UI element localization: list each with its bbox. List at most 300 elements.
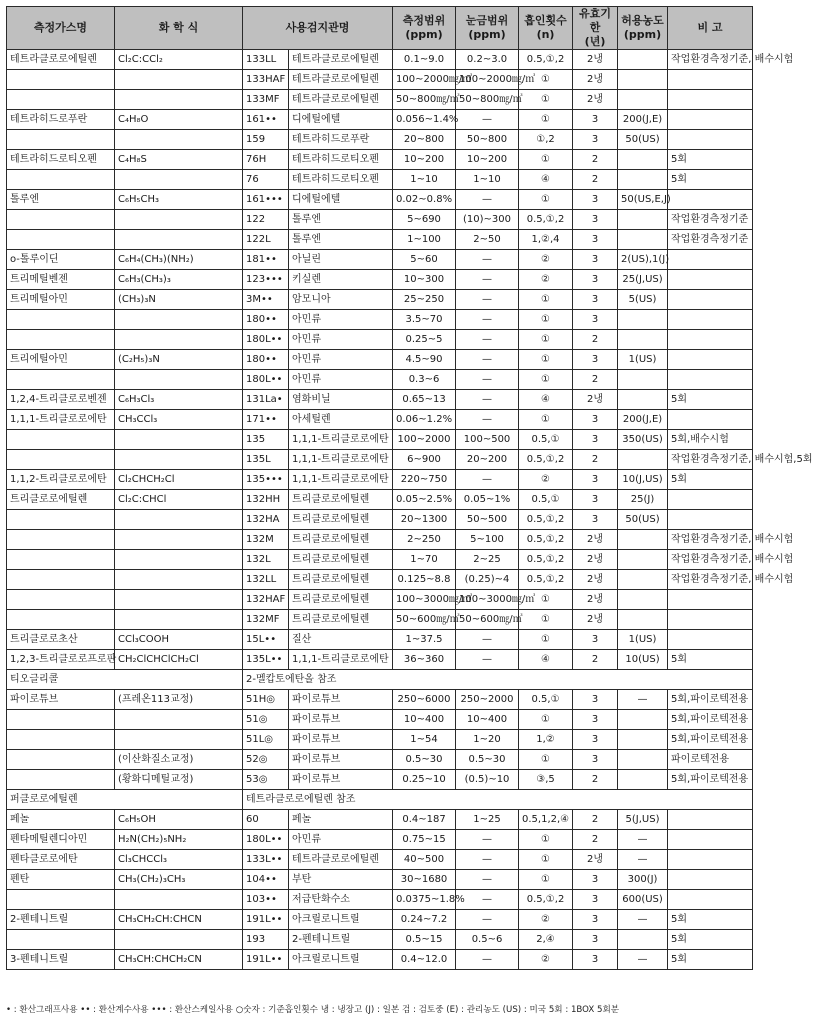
tube-code-cell: 135••• bbox=[243, 470, 289, 490]
measure-range-cell: 1~10 bbox=[393, 170, 456, 190]
gas-name-cell bbox=[7, 170, 115, 190]
expiry-cell: 2냉 bbox=[573, 850, 618, 870]
tlv-cell: 50(US,E,J) bbox=[618, 190, 668, 210]
tube-code-cell: 159 bbox=[243, 130, 289, 150]
expiry-cell: 3 bbox=[573, 730, 618, 750]
expiry-cell: 2 bbox=[573, 830, 618, 850]
formula-cell: CH₃CH:CHCH₂CN bbox=[115, 950, 243, 970]
table-row bbox=[7, 270, 753, 290]
formula-cell: (이산화질소교정) bbox=[115, 750, 243, 770]
pump-count-cell: ① bbox=[519, 630, 573, 650]
tlv-cell bbox=[618, 70, 668, 90]
measure-range-cell: 5~690 bbox=[393, 210, 456, 230]
formula-cell: Cl₃CHCCl₃ bbox=[115, 850, 243, 870]
gas-name-cell: 펜탄 bbox=[7, 870, 115, 890]
tube-name-cell: 2-펜테니트릴 bbox=[289, 930, 393, 950]
tube-name-cell: 테트라클로로에틸렌 bbox=[289, 70, 393, 90]
gas-name-cell bbox=[7, 70, 115, 90]
tube-name-cell: 파이로튜브 bbox=[289, 710, 393, 730]
table-row bbox=[7, 450, 753, 470]
tlv-cell: 5(US) bbox=[618, 290, 668, 310]
gas-name-cell: 테트라히드로티오펜 bbox=[7, 150, 115, 170]
pump-count-cell: 0.5,1,2,④ bbox=[519, 810, 573, 830]
tlv-cell: 10(US) bbox=[618, 650, 668, 670]
pump-count-cell: ② bbox=[519, 470, 573, 490]
expiry-cell: 3 bbox=[573, 250, 618, 270]
gas-name-cell: 2-펜테니트릴 bbox=[7, 910, 115, 930]
tube-code-cell: 53◎ bbox=[243, 770, 289, 790]
notes-cell: 5회 bbox=[668, 930, 753, 950]
notes-cell bbox=[668, 90, 753, 110]
measure-range-cell: 10~300 bbox=[393, 270, 456, 290]
pump-count-cell: ① bbox=[519, 710, 573, 730]
tube-code-cell: 104•• bbox=[243, 870, 289, 890]
table-row bbox=[7, 570, 753, 590]
tube-name-cell: 아세틸렌 bbox=[289, 410, 393, 430]
scale-range-cell: 100~3000㎎/㎥ bbox=[456, 590, 519, 610]
pump-count-cell: ① bbox=[519, 350, 573, 370]
formula-cell bbox=[115, 530, 243, 550]
scale-range-cell: — bbox=[456, 330, 519, 350]
pump-count-cell: ① bbox=[519, 830, 573, 850]
table-row bbox=[7, 250, 753, 270]
scale-range-cell: 0.05~1% bbox=[456, 490, 519, 510]
pump-count-cell: ② bbox=[519, 250, 573, 270]
header-meas-range: 측정범위 (ppm) bbox=[393, 7, 456, 50]
measure-range-cell: 2~250 bbox=[393, 530, 456, 550]
table-row bbox=[7, 610, 753, 630]
formula-cell bbox=[115, 170, 243, 190]
measure-range-cell: 36~360 bbox=[393, 650, 456, 670]
expiry-cell: 3 bbox=[573, 690, 618, 710]
table-row bbox=[7, 370, 753, 390]
tube-code-cell: 161••• bbox=[243, 190, 289, 210]
notes-cell: 5회 bbox=[668, 470, 753, 490]
notes-cell: 작업환경측정기준, 배수시험 bbox=[668, 550, 753, 570]
scale-range-cell: — bbox=[456, 290, 519, 310]
pump-count-cell: ① bbox=[519, 190, 573, 210]
tlv-cell: 5(J,US) bbox=[618, 810, 668, 830]
tlv-cell bbox=[618, 550, 668, 570]
scale-range-cell: 250~2000 bbox=[456, 690, 519, 710]
pump-count-cell: ① bbox=[519, 610, 573, 630]
tube-code-cell: 76 bbox=[243, 170, 289, 190]
scale-range-cell: — bbox=[456, 410, 519, 430]
tube-name-cell: 트리클로로에틸렌 bbox=[289, 490, 393, 510]
measure-range-cell: 100~3000㎎/㎥ bbox=[393, 590, 456, 610]
formula-cell: CH₃CH₂CH:CHCN bbox=[115, 910, 243, 930]
table-row bbox=[7, 350, 753, 370]
notes-cell bbox=[668, 350, 753, 370]
tube-code-cell: 191L•• bbox=[243, 950, 289, 970]
tube-code-cell: 122L bbox=[243, 230, 289, 250]
header-scale-range: 눈금범위 (ppm) bbox=[456, 7, 519, 50]
expiry-cell: 2 bbox=[573, 150, 618, 170]
formula-cell: Cl₂CHCH₂Cl bbox=[115, 470, 243, 490]
formula-cell bbox=[115, 570, 243, 590]
pump-count-cell: ① bbox=[519, 370, 573, 390]
gas-name-cell bbox=[7, 730, 115, 750]
measure-range-cell: 100~2000 bbox=[393, 430, 456, 450]
tlv-cell bbox=[618, 930, 668, 950]
tube-code-cell: 161•• bbox=[243, 110, 289, 130]
scale-range-cell: — bbox=[456, 650, 519, 670]
tube-name-cell: 파이로튜브 bbox=[289, 730, 393, 750]
header-pumps: 흡인횟수 (n) bbox=[519, 7, 573, 50]
notes-cell bbox=[668, 870, 753, 890]
measure-range-cell: 0.65~13 bbox=[393, 390, 456, 410]
expiry-cell: 2냉 bbox=[573, 550, 618, 570]
gas-name-cell bbox=[7, 430, 115, 450]
gas-name-cell bbox=[7, 610, 115, 630]
tube-name-cell: 아민류 bbox=[289, 310, 393, 330]
tube-code-cell: 171•• bbox=[243, 410, 289, 430]
table-row bbox=[7, 830, 753, 850]
tube-name-cell: 테트라클로로에틸렌 bbox=[289, 90, 393, 110]
scale-range-cell: (0.25)~4 bbox=[456, 570, 519, 590]
expiry-cell: 2냉 bbox=[573, 50, 618, 70]
tube-name-cell: 톨루엔 bbox=[289, 230, 393, 250]
notes-cell: 작업환경측정기준, 배수시험 bbox=[668, 50, 753, 70]
gas-name-cell: 1,1,2-트리클로로에탄 bbox=[7, 470, 115, 490]
tube-name-cell: 부탄 bbox=[289, 870, 393, 890]
table-row bbox=[7, 590, 753, 610]
gas-name-cell: o-톨루이딘 bbox=[7, 250, 115, 270]
gas-name-cell: 테트라히드로푸란 bbox=[7, 110, 115, 130]
scale-range-cell: — bbox=[456, 910, 519, 930]
scale-range-cell: — bbox=[456, 350, 519, 370]
tlv-cell: 25(J) bbox=[618, 490, 668, 510]
expiry-cell: 2냉 bbox=[573, 390, 618, 410]
table-row bbox=[7, 410, 753, 430]
table-row bbox=[7, 130, 753, 150]
pump-count-cell: ① bbox=[519, 70, 573, 90]
notes-cell bbox=[668, 310, 753, 330]
table-row bbox=[7, 650, 753, 670]
scale-range-cell: 1~20 bbox=[456, 730, 519, 750]
formula-cell: C₆H₅CH₃ bbox=[115, 190, 243, 210]
tlv-cell: 50(US) bbox=[618, 510, 668, 530]
expiry-cell: 3 bbox=[573, 230, 618, 250]
scale-range-cell: 0.5~30 bbox=[456, 750, 519, 770]
measure-range-cell: 40~500 bbox=[393, 850, 456, 870]
measure-range-cell: 0.056~1.4% bbox=[393, 110, 456, 130]
tube-name-cell: 아민류 bbox=[289, 830, 393, 850]
pump-count-cell: 0.5,①,2 bbox=[519, 450, 573, 470]
notes-cell bbox=[668, 370, 753, 390]
expiry-cell: 2냉 bbox=[573, 90, 618, 110]
tlv-cell bbox=[618, 450, 668, 470]
tlv-cell bbox=[618, 210, 668, 230]
notes-cell bbox=[668, 130, 753, 150]
notes-cell: 5회,배수시험 bbox=[668, 430, 753, 450]
tube-code-cell: 132HAF bbox=[243, 590, 289, 610]
formula-cell: CH₃CCl₃ bbox=[115, 410, 243, 430]
gas-name-cell bbox=[7, 750, 115, 770]
formula-cell bbox=[115, 930, 243, 950]
measure-range-cell: 0.5~15 bbox=[393, 930, 456, 950]
pump-count-cell: ① bbox=[519, 90, 573, 110]
tube-code-cell: 123••• bbox=[243, 270, 289, 290]
table-row bbox=[7, 470, 753, 490]
notes-cell: 5회,파이로텍전용 bbox=[668, 770, 753, 790]
notes-cell: 5회,파이로텍전용 bbox=[668, 690, 753, 710]
gas-name-cell bbox=[7, 330, 115, 350]
table-row bbox=[7, 750, 753, 770]
table-row bbox=[7, 630, 753, 650]
tube-name-cell: 파이로튜브 bbox=[289, 750, 393, 770]
expiry-cell: 2 bbox=[573, 810, 618, 830]
table-row bbox=[7, 430, 753, 450]
gas-name-cell bbox=[7, 550, 115, 570]
tlv-cell bbox=[618, 170, 668, 190]
tube-name-cell: 파이로튜브 bbox=[289, 770, 393, 790]
gas-name-cell: 페놀 bbox=[7, 810, 115, 830]
gas-name-cell: 1,2,4-트리클로로벤젠 bbox=[7, 390, 115, 410]
tlv-cell: — bbox=[618, 950, 668, 970]
notes-cell: 파이로텍전용 bbox=[668, 750, 753, 770]
scale-range-cell: — bbox=[456, 110, 519, 130]
tube-name-cell: 디에틸에텔 bbox=[289, 190, 393, 210]
formula-cell bbox=[115, 590, 243, 610]
tlv-cell bbox=[618, 390, 668, 410]
expiry-cell: 3 bbox=[573, 310, 618, 330]
scale-range-cell: — bbox=[456, 890, 519, 910]
measure-range-cell: 50~800㎎/㎥ bbox=[393, 90, 456, 110]
scale-range-cell: 50~500 bbox=[456, 510, 519, 530]
table-row bbox=[7, 850, 753, 870]
gas-name-cell: 트리클로로초산 bbox=[7, 630, 115, 650]
measure-range-cell: 6~900 bbox=[393, 450, 456, 470]
tlv-cell bbox=[618, 530, 668, 550]
formula-cell bbox=[115, 210, 243, 230]
scale-range-cell: 2~25 bbox=[456, 550, 519, 570]
tube-name-cell: 트리클로로에틸렌 bbox=[289, 570, 393, 590]
scale-range-cell: (0.5)~10 bbox=[456, 770, 519, 790]
formula-cell bbox=[115, 450, 243, 470]
scale-range-cell: — bbox=[456, 270, 519, 290]
tube-code-cell: 51◎ bbox=[243, 710, 289, 730]
measure-range-cell: 4.5~90 bbox=[393, 350, 456, 370]
expiry-cell: 3 bbox=[573, 270, 618, 290]
gas-name-cell bbox=[7, 510, 115, 530]
pump-count-cell: 0.5,①,2 bbox=[519, 570, 573, 590]
notes-cell bbox=[668, 850, 753, 870]
tlv-cell: 50(US) bbox=[618, 130, 668, 150]
expiry-cell: 3 bbox=[573, 430, 618, 450]
gas-name-cell: 톨루엔 bbox=[7, 190, 115, 210]
notes-cell: 작업환경측정기준, 배수시험,5회 bbox=[668, 450, 753, 470]
pump-count-cell: 0.5,①,2 bbox=[519, 50, 573, 70]
notes-cell: 5회 bbox=[668, 150, 753, 170]
tlv-cell: 2(US),1(J) bbox=[618, 250, 668, 270]
table-row bbox=[7, 90, 753, 110]
measure-range-cell: 0.75~15 bbox=[393, 830, 456, 850]
notes-cell bbox=[668, 590, 753, 610]
notes-cell: 작업환경측정기준 bbox=[668, 230, 753, 250]
scale-range-cell: — bbox=[456, 870, 519, 890]
measure-range-cell: 3.5~70 bbox=[393, 310, 456, 330]
tube-name-cell: 트리클로로에틸렌 bbox=[289, 510, 393, 530]
header-gas: 측정가스명 bbox=[7, 7, 115, 50]
pump-count-cell: ② bbox=[519, 950, 573, 970]
tube-name-cell: 아크릴로니트릴 bbox=[289, 950, 393, 970]
pump-count-cell: 0.5,①,2 bbox=[519, 550, 573, 570]
formula-cell bbox=[115, 70, 243, 90]
table-row bbox=[7, 910, 753, 930]
tube-code-cell: 180L•• bbox=[243, 830, 289, 850]
scale-range-cell: — bbox=[456, 950, 519, 970]
measure-range-cell: 0.5~30 bbox=[393, 750, 456, 770]
measure-range-cell: 1~100 bbox=[393, 230, 456, 250]
tube-name-cell: 페놀 bbox=[289, 810, 393, 830]
tlv-cell bbox=[618, 710, 668, 730]
tlv-cell: — bbox=[618, 910, 668, 930]
notes-cell bbox=[668, 190, 753, 210]
table-row bbox=[7, 870, 753, 890]
table-row bbox=[7, 670, 753, 690]
gas-name-cell bbox=[7, 230, 115, 250]
tube-code-cell: 132M bbox=[243, 530, 289, 550]
formula-cell bbox=[115, 710, 243, 730]
gas-name-cell bbox=[7, 370, 115, 390]
pump-count-cell: ① bbox=[519, 870, 573, 890]
expiry-cell: 3 bbox=[573, 190, 618, 210]
formula-cell bbox=[115, 310, 243, 330]
tube-name-cell: 테트라히드로티오펜 bbox=[289, 170, 393, 190]
table-row bbox=[7, 50, 753, 70]
expiry-cell: 2냉 bbox=[573, 610, 618, 630]
tube-code-cell: 15L•• bbox=[243, 630, 289, 650]
pump-count-cell: ① bbox=[519, 110, 573, 130]
expiry-cell: 3 bbox=[573, 410, 618, 430]
formula-cell bbox=[115, 550, 243, 570]
gas-name-cell bbox=[7, 90, 115, 110]
tlv-cell: — bbox=[618, 690, 668, 710]
gas-name-cell: 펜타클로로에탄 bbox=[7, 850, 115, 870]
formula-cell bbox=[115, 430, 243, 450]
gas-name-cell bbox=[7, 710, 115, 730]
measure-range-cell: 0.06~1.2% bbox=[393, 410, 456, 430]
tube-code-cell: 135 bbox=[243, 430, 289, 450]
formula-cell: C₄H₈O bbox=[115, 110, 243, 130]
table-row bbox=[7, 190, 753, 210]
tube-code-cell: 60 bbox=[243, 810, 289, 830]
reference-cell: 테트라클로로에틸렌 참조 bbox=[243, 790, 753, 810]
gas-name-cell bbox=[7, 530, 115, 550]
measure-range-cell: 0.4~187 bbox=[393, 810, 456, 830]
pump-count-cell: 0.5,①,2 bbox=[519, 210, 573, 230]
tlv-cell bbox=[618, 770, 668, 790]
tube-name-cell: 테트라히드로푸란 bbox=[289, 130, 393, 150]
scale-range-cell: — bbox=[456, 310, 519, 330]
measure-range-cell: 0.0375~1.8% bbox=[393, 890, 456, 910]
tlv-cell: 600(US) bbox=[618, 890, 668, 910]
measure-range-cell: 100~2000㎎/㎥ bbox=[393, 70, 456, 90]
table-row bbox=[7, 230, 753, 250]
formula-cell bbox=[115, 510, 243, 530]
legend-footer: • : 환산그래프사용 •• : 환산계수사용 ••• : 환산스케일사용 ○숫자 : 기준흡인횟수 냉 : 냉장고 (J) : 일본 검 : 검토중 (E) : 관리농도 (US) : 미국 5회 : 1BOX 5회분 bbox=[6, 1005, 620, 1015]
formula-cell: CCl₃COOH bbox=[115, 630, 243, 650]
expiry-cell: 3 bbox=[573, 130, 618, 150]
notes-cell bbox=[668, 490, 753, 510]
table-row bbox=[7, 70, 753, 90]
notes-cell: 5회 bbox=[668, 170, 753, 190]
table-row bbox=[7, 290, 753, 310]
tube-code-cell: 180L•• bbox=[243, 330, 289, 350]
tube-code-cell: 131La• bbox=[243, 390, 289, 410]
reference-cell: 2-멜캅토에탄올 참조 bbox=[243, 670, 753, 690]
tube-code-cell: 135L bbox=[243, 450, 289, 470]
expiry-cell: 3 bbox=[573, 870, 618, 890]
tube-name-cell: 테트라클로로에틸렌 bbox=[289, 850, 393, 870]
gas-name-cell bbox=[7, 450, 115, 470]
expiry-cell: 3 bbox=[573, 510, 618, 530]
notes-cell: 5회 bbox=[668, 390, 753, 410]
tube-name-cell: 파이로튜브 bbox=[289, 690, 393, 710]
tube-code-cell: 132HH bbox=[243, 490, 289, 510]
measure-range-cell: 20~1300 bbox=[393, 510, 456, 530]
formula-cell bbox=[115, 370, 243, 390]
scale-range-cell: 50~800 bbox=[456, 130, 519, 150]
tube-name-cell: 트리클로로에틸렌 bbox=[289, 610, 393, 630]
tube-code-cell: 133LL bbox=[243, 50, 289, 70]
scale-range-cell: 2~50 bbox=[456, 230, 519, 250]
table-row bbox=[7, 690, 753, 710]
gas-name-cell bbox=[7, 310, 115, 330]
expiry-cell: 2 bbox=[573, 330, 618, 350]
scale-range-cell: 100~500 bbox=[456, 430, 519, 450]
tube-code-cell: 132LL bbox=[243, 570, 289, 590]
gas-name-cell bbox=[7, 890, 115, 910]
scale-range-cell: — bbox=[456, 630, 519, 650]
measure-range-cell: 10~200 bbox=[393, 150, 456, 170]
pump-count-cell: 0.5,①,2 bbox=[519, 510, 573, 530]
formula-cell: CH₃(CH₂)₃CH₃ bbox=[115, 870, 243, 890]
pump-count-cell: 1,② bbox=[519, 730, 573, 750]
gas-name-cell bbox=[7, 770, 115, 790]
measure-range-cell: 0.05~2.5% bbox=[393, 490, 456, 510]
expiry-cell: 3 bbox=[573, 750, 618, 770]
pump-count-cell: ① bbox=[519, 330, 573, 350]
tube-code-cell: 180•• bbox=[243, 310, 289, 330]
measure-range-cell: 20~800 bbox=[393, 130, 456, 150]
scale-range-cell: 1~25 bbox=[456, 810, 519, 830]
tlv-cell bbox=[618, 50, 668, 70]
table-row bbox=[7, 390, 753, 410]
formula-cell: (C₂H₅)₃N bbox=[115, 350, 243, 370]
header-formula: 화 학 식 bbox=[115, 7, 243, 50]
expiry-cell: 2 bbox=[573, 450, 618, 470]
gas-name-cell: 티오글리콜 bbox=[7, 670, 243, 690]
table-row bbox=[7, 490, 753, 510]
table-row bbox=[7, 890, 753, 910]
measure-range-cell: 0.1~9.0 bbox=[393, 50, 456, 70]
tlv-cell bbox=[618, 150, 668, 170]
gas-name-cell bbox=[7, 130, 115, 150]
tube-name-cell: 디에틸에텔 bbox=[289, 110, 393, 130]
measure-range-cell: 25~250 bbox=[393, 290, 456, 310]
formula-cell bbox=[115, 330, 243, 350]
tube-name-cell: 질산 bbox=[289, 630, 393, 650]
notes-cell bbox=[668, 410, 753, 430]
table-row bbox=[7, 790, 753, 810]
formula-cell: Cl₂C:CCl₂ bbox=[115, 50, 243, 70]
formula-cell: C₆H₄(CH₃)(NH₂) bbox=[115, 250, 243, 270]
expiry-cell: 3 bbox=[573, 890, 618, 910]
table-row bbox=[7, 330, 753, 350]
scale-range-cell: — bbox=[456, 830, 519, 850]
